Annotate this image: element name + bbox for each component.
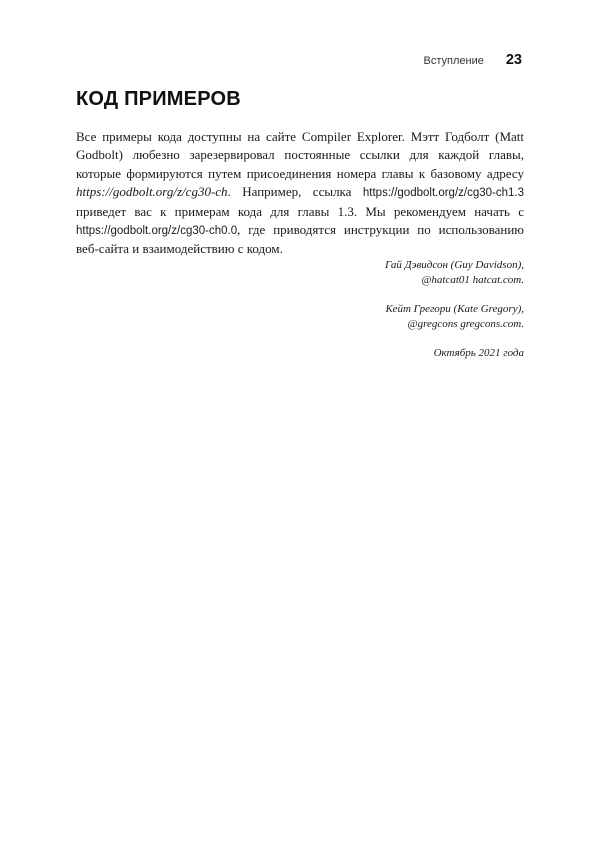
signature-author-2 bbox=[224, 302, 524, 332]
running-head-title: Вступление bbox=[423, 55, 484, 67]
paragraph-text-4: , где приводятся инструкции по использованию веб-сайта и взаимодействию с кодом. bbox=[76, 222, 524, 257]
body-paragraph bbox=[76, 128, 524, 259]
paragraph-text-1: Все примеры кода доступны на сайте Compiler Explorer. Мэтт Годболт (Matt Godbolt) любезно зарезервировал постоянные ссылки для каждой главы, которые формируются путем присоединения номера главы к базовому адресу bbox=[76, 129, 524, 181]
signature-date-block bbox=[224, 346, 524, 361]
base-url-link[interactable]: https://godbolt.org/z/cg30-ch bbox=[76, 184, 228, 200]
section-heading: КОД ПРИМЕРОВ bbox=[76, 88, 241, 110]
paragraph-text-2: . Например, ссылка bbox=[227, 184, 363, 200]
running-head bbox=[424, 52, 522, 68]
page-number: 23 bbox=[505, 52, 522, 68]
paragraph-text-3: приведет вас к примерам кода для главы 1.3. Мы рекомендуем начать с bbox=[76, 203, 524, 219]
signature-date: Октябрь 2021 года bbox=[433, 347, 524, 359]
author-2-name: Кейт Грегори (Kate Gregory), bbox=[385, 303, 524, 315]
author-2-contact: @gregcons gregcons.com. bbox=[407, 318, 524, 330]
author-1-contact: @hatcat01 hatcat.com. bbox=[421, 274, 524, 286]
start-url-link[interactable]: https://godbolt.org/z/cg30-ch0.0 bbox=[76, 225, 238, 238]
example-url-link[interactable]: https://godbolt.org/z/cg30-ch1.3 bbox=[362, 187, 524, 200]
signatures-block bbox=[224, 258, 524, 375]
signature-author-1 bbox=[224, 258, 524, 288]
author-1-name: Гай Дэвидсон (Guy Davidson), bbox=[384, 259, 524, 271]
